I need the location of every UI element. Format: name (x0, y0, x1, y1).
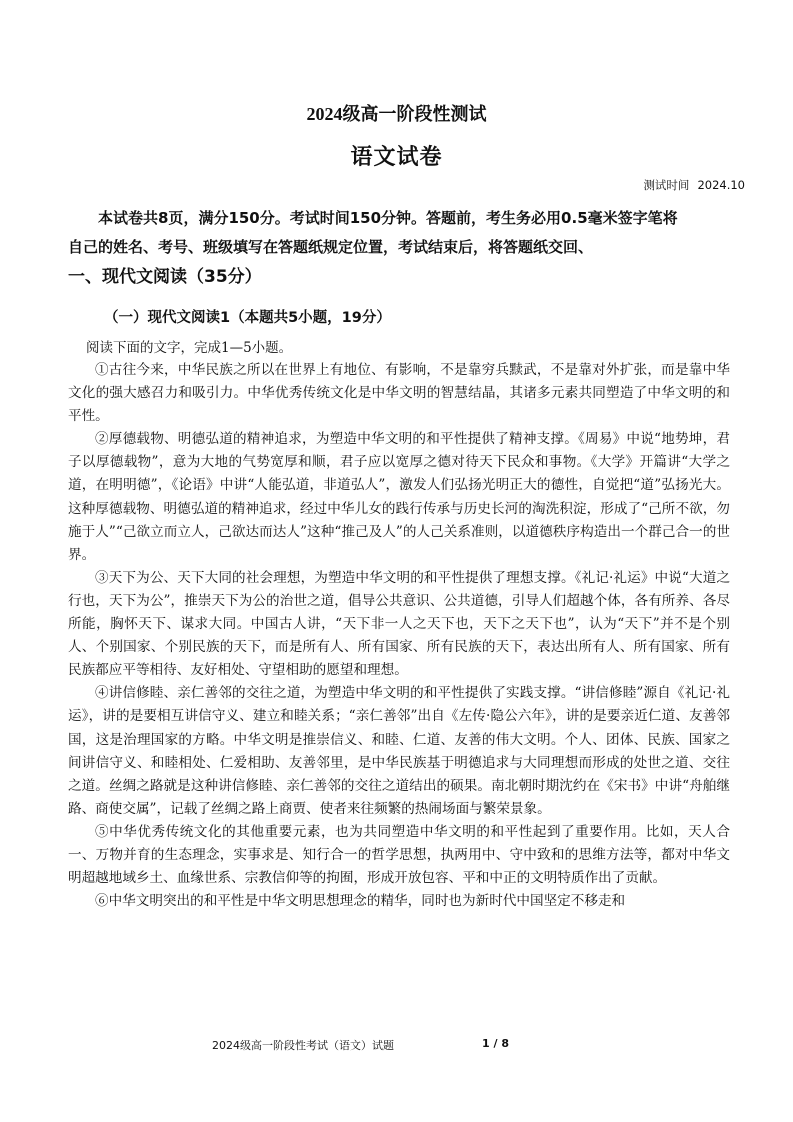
page-number: 1 / 8 (482, 1037, 509, 1050)
notice-line-1: 本试卷共8页，满分150分。考试时间150分钟。答题前，考生务必用0.5毫米签字笔将 (98, 209, 678, 227)
test-time (635, 177, 745, 193)
reading-passage (68, 359, 730, 913)
paragraph-1: ①古往今来，中华民族之所以在世界上有地位、有影响，不是靠穷兵黩武，不是靠对外扩张，而是靠中华文化的强大感召力和吸引力。中华优秀传统文化是中华文明的智慧结晶，其诸多元素共同塑造了中华文明的和平性。 (68, 362, 730, 425)
reading-instruction: 阅读下面的文字，完成1—5小题。 (86, 340, 293, 356)
paragraph-2: ②厚德载物、明德弘道的精神追求，为塑造中华文明的和平性提供了精神支撑。《周易》中说“地势坤，君子以厚德载物”，意为大地的气势宽厚和顺，君子应以宽厚之德对待天下民众和事物。《大学》开篇讲“大学之道，在明明德”，《论语》中讲“人能弘道，非道弘人”，激发人们弘扬光明正大的德性，自觉把“道”弘扬光大。这种厚德载物、明德弘道的精神追求，经过中华儿女的践行传承与历史长河的淘洗积淀，形成了“己所不欲，勿施于人”“己欲立而立人，己欲达而达人”这种“推己及人”的人己关系准则，以道德秩序构造出一个群己合一的世界。 (68, 431, 730, 563)
paragraph-5: ⑤中华优秀传统文化的其他重要元素，也为共同塑造中华文明的和平性起到了重要作用。比如，天人合一、万物并育的生态理念，实事求是、知行合一的哲学思想，执两用中、守中致和的思维方法等，都对中华文明超越地域乡土、血缘世系、宗教信仰等的拘囿，形成开放包容、平和中正的文明特质作出了贡献。 (68, 823, 730, 887)
subject-title: 语文试卷 (350, 145, 443, 170)
exam-title: 2024级高一阶段性测试 (306, 104, 487, 124)
section-title: 一、现代文阅读（35分） (68, 267, 262, 287)
test-time-value: 2024.10 (697, 178, 745, 192)
subsection-title: （一）现代文阅读1（本题共5小题，19分） (104, 310, 391, 326)
paragraph-4: ④讲信修睦、亲仁善邻的交往之道，为塑造中华文明的和平性提供了实践支撑。“讲信修睦”源自《礼记·礼运》，讲的是要相互讲信守义、建立和睦关系；“亲仁善邻”出自《左传·隐公六年》，讲的是要亲近仁道、友善邻国，这是治理国家的方略。中华文明是推崇信义、和睦、仁道、友善的伟大文明。个人、团体、民族、国家之间讲信守义、和睦相处、仁爱相助、友善邻里，是中华民族基于明德追求与大同理想而形成的处世之道、交往之道。丝绸之路就是这种讲信修睦、亲仁善邻的交往之道结出的硕果。南北朝时期沈约在《宋书》中讲“舟舶继路、商使交属”，记载了丝绸之路上商贾、使者来往频繁的热闹场面与繁荣景象。 (68, 685, 730, 817)
notice-line-2: 自己的姓名、考号、班级填写在答题纸规定位置，考试结束后，将答题纸交回、 (68, 238, 594, 256)
footer-title: 2024级高一阶段性考试（语文）试题 (212, 1039, 394, 1052)
exam-notice (68, 204, 730, 262)
paragraph-3: ③天下为公、天下大同的社会理想，为塑造中华文明的和平性提供了理想支撑。《礼记·礼运》中说“大道之行也，天下为公”，推崇天下为公的治世之道，倡导公共意识、公共道德，引导人们超越个体，各有所养、各尽所能，胸怀天下、谋求大同。中国古人讲，“天下非一人之天下也，天下之天下也”，认为“天下”并不是个别人、个别国家、个别民族的天下，而是所有人、所有国家、所有民族的天下，表达出所有人、所有国家、所有民族都应平等相待、友好相处、守望相助的愿望和理想。 (68, 569, 730, 679)
test-time-label: 测试时间 (643, 178, 690, 192)
paragraph-6: ⑥中华文明突出的和平性是中华文明思想理念的精华，同时也为新时代中国坚定不移走和 (95, 893, 626, 910)
